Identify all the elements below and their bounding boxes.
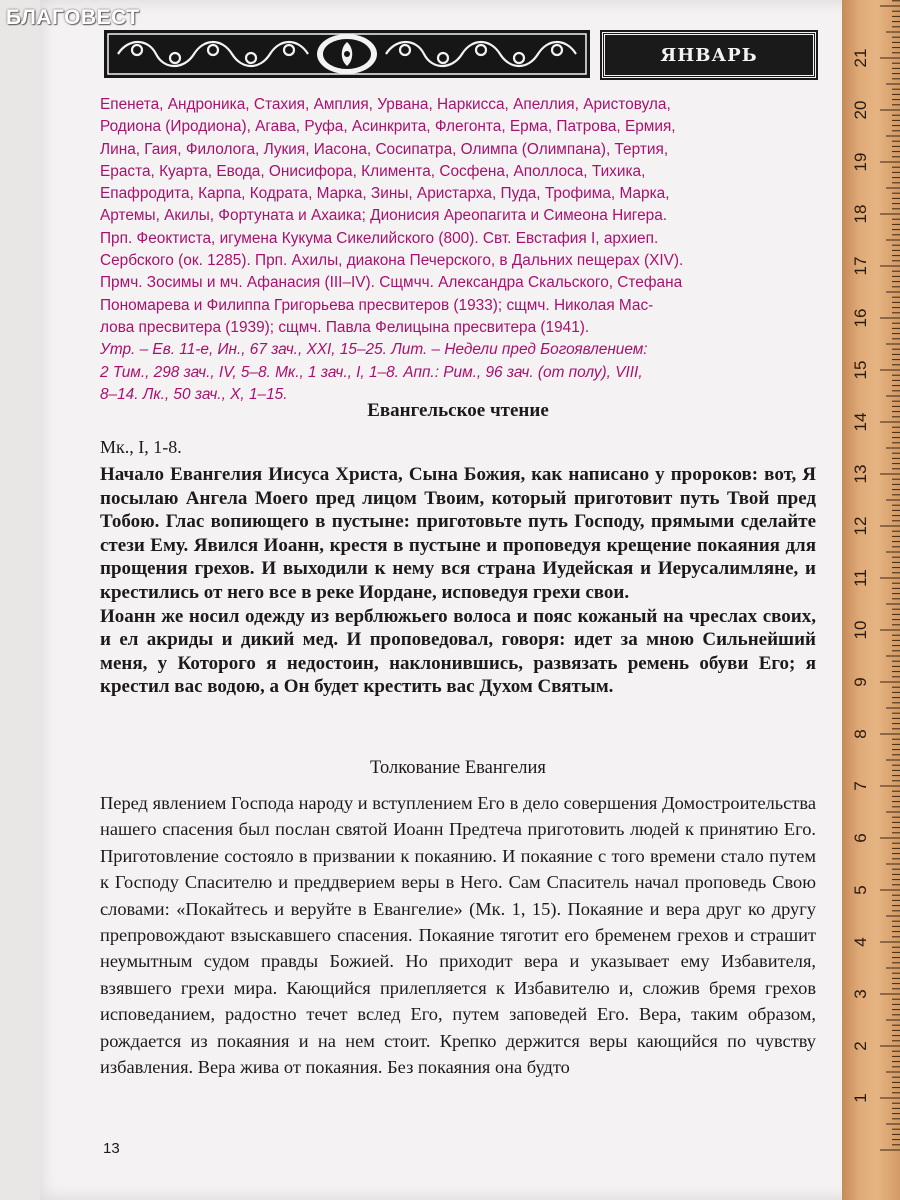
wooden-ruler xyxy=(842,0,900,1200)
ornament-banner xyxy=(104,30,590,78)
month-box xyxy=(602,32,816,78)
ruler-number: 6 xyxy=(851,833,870,843)
ruler-number: 17 xyxy=(851,256,870,276)
ruler-number: 13 xyxy=(851,464,870,484)
saints-line: Лина, Гаия, Филолога, Лукия, Иасона, Сосипатра, Олимпа (Олимпана), Тертия, xyxy=(100,140,669,158)
ruler-number: 1 xyxy=(851,1093,870,1103)
ruler-number: 9 xyxy=(851,677,870,687)
ruler-number: 4 xyxy=(851,937,870,947)
saints-line: Артемы, Акилы, Фортуната и Ахаика; Дионисия Ареопагита и Симеона Нигера. xyxy=(100,207,668,225)
saints-line: Сербского (ок. 1285). Прп. Ахилы, диакона Печерского, в Дальних пещерах (XIV). xyxy=(100,252,684,270)
ruler-number: 2 xyxy=(851,1041,870,1051)
saints-line: Ераста, Куарта, Евода, Онисифора, Климента, Сосфена, Аполлоса, Тихика, xyxy=(100,162,646,180)
ruler-number: 20 xyxy=(851,100,870,120)
gospel-text xyxy=(100,463,816,699)
ornament-center-medallion xyxy=(317,34,377,74)
page-number: 13 xyxy=(103,1140,120,1157)
ruler-number: 10 xyxy=(851,620,870,640)
ruler-number: 11 xyxy=(851,569,870,587)
ruler-number: 12 xyxy=(851,516,870,536)
saints-line: лова пресвитера (1939); сщмч. Павла Фелицына пресвитера (1941). xyxy=(100,318,590,336)
saints-line: Прмч. Зосимы и мч. Афанасия (III–IV). Сщмчч. Александра Скальского, Стефана xyxy=(100,274,683,292)
month-label: ЯНВАРЬ xyxy=(660,44,758,66)
ruler-number: 3 xyxy=(851,989,870,999)
readings-line: Утр. – Ев. 11-е, Ин., 67 зач., XXI, 15–25. Лит. – Недели пред Богоявлением: xyxy=(100,341,648,359)
readings-line: 2 Тим., 298 зач., IV, 5–8. Мк., 1 зач., I, 1–8. Апп.: Рим., 96 зач. (от полу), VIII, xyxy=(100,363,643,381)
gospel-paragraph: Иоанн же носил одежду из верблюжьего волоса и пояс кожаный на чреслах своих, и ел акриды и дикий мед. И проповедовал, говоря: идет за мною Сильнейший меня, у Которого я недостоин, наклонившись, развязать ремень обуви Его; я крестил вас водою, а Он будет крестить вас Духом Святым. xyxy=(100,605,816,698)
saints-line: Епафродита, Карпа, Кодрата, Марка, Зины, Аристарха, Пуда, Трофима, Марка, xyxy=(100,185,670,203)
ruler-number: 14 xyxy=(851,412,870,432)
ruler-number: 19 xyxy=(851,152,870,172)
saints-commemoration xyxy=(100,94,816,406)
ruler-number: 21 xyxy=(851,48,870,68)
watermark-logo: БЛАГОВЕСТ xyxy=(6,6,140,29)
saints-line: Пономарева и Филиппа Григорьева пресвитеров (1933); сщмч. Николая Мас- xyxy=(100,296,654,314)
ruler-number: 18 xyxy=(851,204,870,224)
saints-line: Родиона (Иродиона), Агава, Руфа, Асинкрита, Флегонта, Ерма, Патрова, Ермия, xyxy=(100,118,676,136)
gospel-paragraph: Начало Евангелия Иисуса Христа, Сына Божия, как написано у пророков: вот, Я посылаю Ангела Моего пред лицом Твоим, который приготовит путь Твой пред Тобою. Глас вопиющего в пустыне: приготовьте путь Господу, прямыми сделайте стези Ему. Явился Иоанн, крестя в пустыне и проповедуя крещение покаяния для прощения грехов. И выходили к нему вся страна Иудейская и Иерусалимляне, и крестились от него все в реке Иордане, исповедуя грехи свои. xyxy=(100,464,816,603)
commentary-text xyxy=(100,790,816,1080)
saints-line: Прп. Феоктиста, игумена Кукума Сикелийского (800). Свт. Евстафия I, архиеп. xyxy=(100,229,659,247)
ruler-number: 8 xyxy=(851,729,870,739)
ruler-number: 5 xyxy=(851,885,870,895)
gospel-reading-title: Евангельское чтение xyxy=(367,400,549,421)
ruler-number: 7 xyxy=(851,781,870,791)
ruler-number: 16 xyxy=(851,308,870,328)
gospel-reference: Мк., I, 1-8. xyxy=(100,437,182,457)
ruler-number: 15 xyxy=(851,360,870,380)
commentary-paragraph: Перед явлением Господа народу и вступлением Его в дело совершения Домостроительства нашего спасения был послан святой Иоанн Предтеча приготовить людей к принятию Его. Приготовление состояло в призвании к покаянию. И покаяние с того времени стало путем к Господу Спасителю и преддверием веры в Него. Сам Спаситель начал проповедь Свою словами: «Покайтесь и веруйте в Евангелие» (Мк. 1, 15). Покаяние и вера друг ко другу препровождают взыскавшего спасения. Покаяние тяготит его бременем грехов и страшит неумытным судом правды Божией. Но приходит вера и указывает ему Избавителя, взявшего грехи мира. Кающийся прилепляется к Избавителю и, сложив бремя грехов исповеданием, радостно течет вслед Его, путем заповедей Его. Вера, таким образом, рождается из покаяния и на нем стоит. Крепко держится веры кающийся по чувству избавления. Вера жива от покаяния. Без покаяния она будто xyxy=(100,793,816,1078)
readings-line: 8–14. Лк., 50 зач., X, 1–15. xyxy=(100,385,288,403)
commentary-title: Толкование Евангелия xyxy=(370,758,546,778)
saints-line: Епенета, Андроника, Стахия, Амплия, Урвана, Наркисса, Апеллия, Аристовула, xyxy=(100,96,671,113)
